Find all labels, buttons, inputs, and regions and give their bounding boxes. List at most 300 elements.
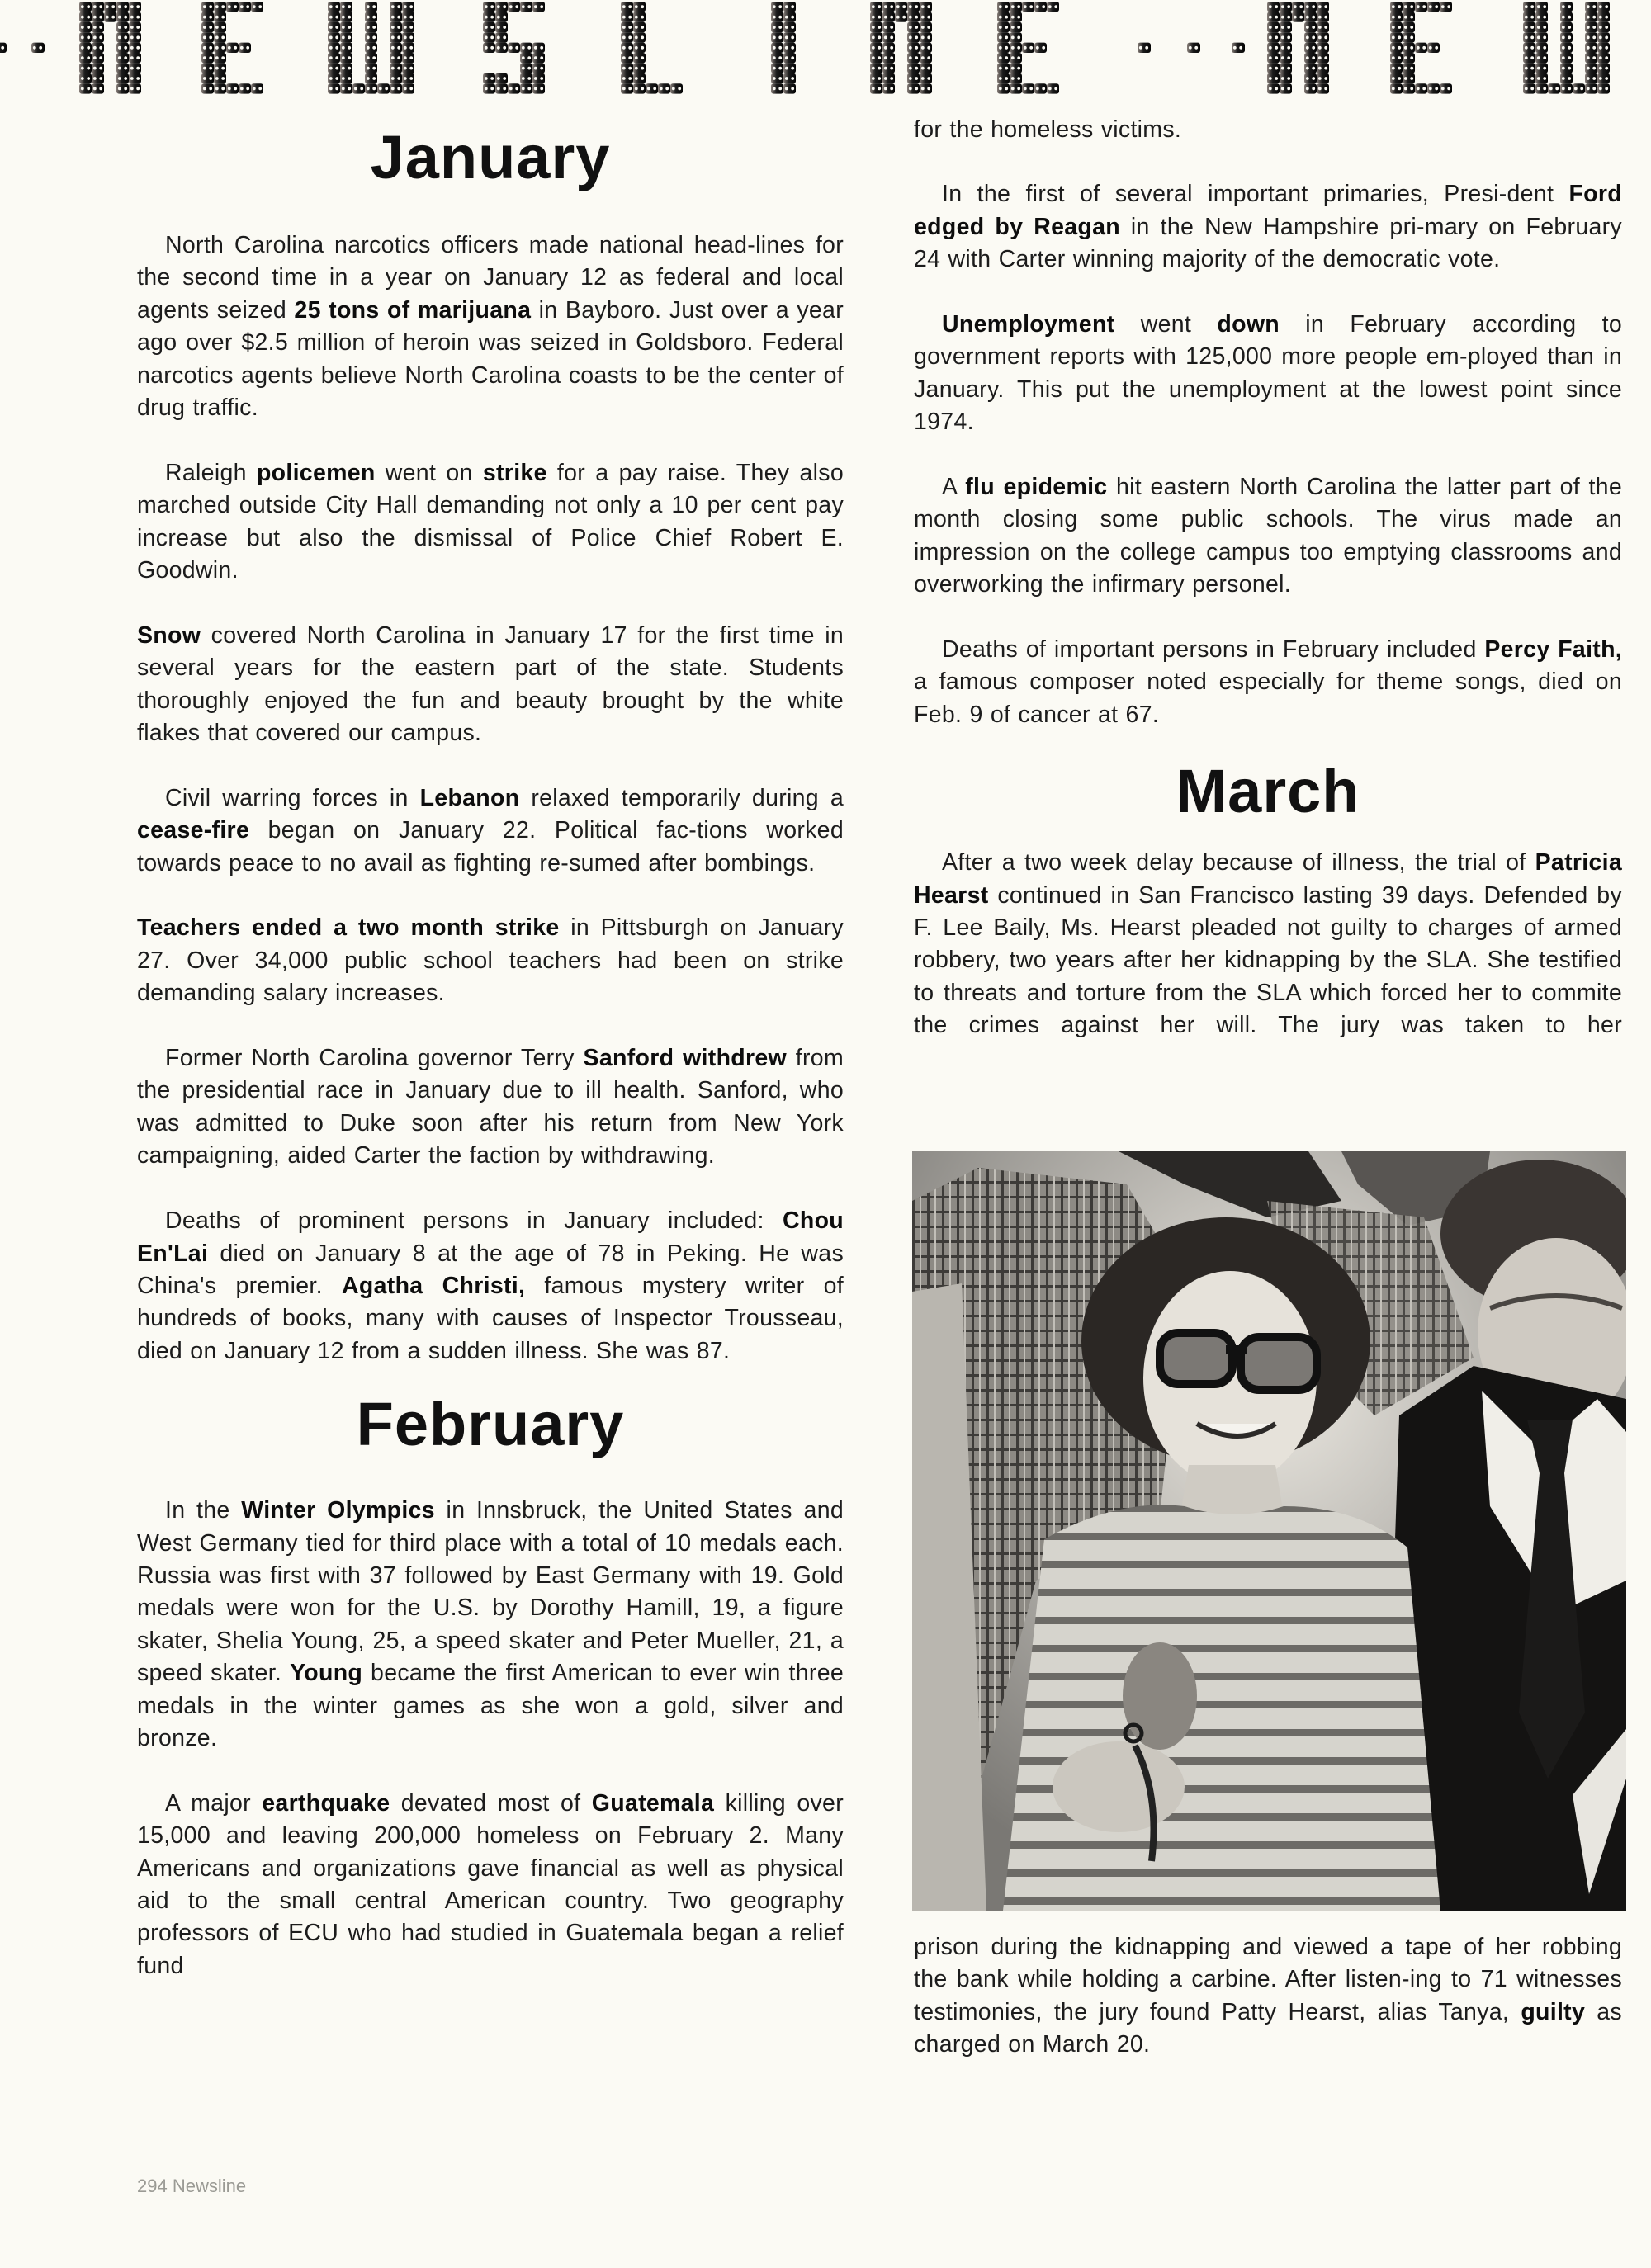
banner-dot-block	[402, 2, 414, 12]
banner-dot-block	[532, 83, 545, 93]
banner-dot-block	[1560, 83, 1573, 93]
text-run: In the first of several important primaries, Presi-dent	[942, 181, 1569, 208]
banner-dot-block	[771, 43, 783, 53]
banner-dot-block	[1535, 73, 1548, 83]
banner-dot-block	[882, 12, 895, 21]
banner-dot-block	[226, 2, 239, 12]
banner-dot-block	[340, 22, 352, 32]
banner-dot-block	[771, 53, 783, 63]
banner-dot-block	[1304, 53, 1317, 63]
banner-dot-block	[997, 53, 1010, 63]
banner-dot-block	[771, 63, 783, 73]
banner-dot-block	[390, 22, 402, 32]
banner-dot-block	[1585, 32, 1597, 42]
text-run: Civil warring forces in	[165, 784, 420, 811]
banner-dot-block	[495, 12, 508, 21]
banner-dot-block	[1415, 83, 1427, 93]
banner-dot-block	[1267, 53, 1280, 63]
banner-dot-block	[1267, 12, 1280, 21]
banner-dot-block	[1047, 83, 1059, 93]
banner-dot-block	[390, 53, 402, 63]
banner-dot-block	[783, 83, 796, 93]
banner-dot-block	[328, 32, 340, 42]
banner-dot-block	[340, 32, 352, 42]
banner-dot-block	[621, 53, 633, 63]
banner-dot-block	[495, 43, 508, 53]
banner-dot-block	[226, 43, 239, 53]
banner-dot-block	[1280, 83, 1292, 93]
banner-dot-block	[1317, 53, 1329, 63]
banner-dot-block	[920, 63, 932, 73]
banner-dot-block	[670, 83, 683, 93]
banner-dot-block	[328, 83, 340, 93]
bold-keyword: policemen	[256, 459, 376, 486]
banner-dot-block	[1597, 73, 1610, 83]
banner-dot-block	[365, 43, 377, 53]
banner-dot-block	[1440, 83, 1452, 93]
banner-dot-block	[1523, 22, 1535, 32]
banner-dot-block	[907, 32, 920, 42]
banner-dot-block	[1585, 2, 1597, 12]
banner-dot-block	[1390, 63, 1403, 73]
banner-dot-block	[365, 73, 377, 83]
banner-dot-block	[1292, 12, 1304, 21]
banner-dot-block	[1304, 43, 1317, 53]
banner-dot-block	[1403, 32, 1415, 42]
text-run: prison during the kidnapping and viewed a tape of her robbing the bank while holding a carbine. After listen-ing to 71 witnesses testimonies, the jury found Patty Hearst, alias Tanya,	[914, 1934, 1622, 2025]
masthead-banner	[0, 0, 1651, 103]
banner-dot-block	[621, 12, 633, 21]
banner-dot-block	[390, 32, 402, 42]
banner-dot-block	[1390, 22, 1403, 32]
banner-dot-block	[92, 32, 104, 42]
banner-dot-block	[390, 43, 402, 53]
banner-dot-block	[1427, 2, 1440, 12]
banner-dot-block	[771, 22, 783, 32]
text-run: in Pittsburgh on January 27. Over 34,000 public school teachers had been on strike demanding salary increases.	[137, 914, 844, 1007]
banner-dot-block	[1585, 73, 1597, 83]
banner-dot-block	[1187, 43, 1200, 53]
text-run: from the presidential race in January due to ill health. Sanford, who was admitted to Duke soon after his return from New York campaigning, aided Carter the faction by withdrawing.	[137, 1045, 844, 1169]
banner-dot-block	[1010, 53, 1022, 63]
banner-dot-block	[771, 32, 783, 42]
banner-dot-block	[365, 12, 377, 21]
banner-dot-block	[116, 63, 129, 73]
banner-dot-block	[116, 73, 129, 83]
banner-dot-block	[201, 73, 214, 83]
banner-dot-block	[1535, 83, 1548, 93]
banner-dot-block	[1010, 12, 1022, 21]
banner-dot-block	[920, 2, 932, 12]
banner-dot-block	[201, 63, 214, 73]
banner-dot-block	[783, 53, 796, 63]
banner-dot-block	[239, 43, 251, 53]
text-run: Raleigh	[165, 459, 257, 486]
banner-dot-block	[621, 2, 633, 12]
banner-dot-block	[1585, 63, 1597, 73]
banner-dot-block	[1317, 22, 1329, 32]
banner-dot-block	[495, 73, 508, 83]
banner-dot-block	[633, 43, 646, 53]
banner-dot-block	[1022, 43, 1034, 53]
banner-dot-block	[390, 12, 402, 21]
banner-dot-block	[1560, 32, 1573, 42]
banner-dot-block	[1597, 83, 1610, 93]
banner-dot-block	[251, 2, 263, 12]
banner-dot-block	[882, 53, 895, 63]
banner-dot-block	[870, 22, 882, 32]
banner-dot-block	[1022, 83, 1034, 93]
banner-dot-block	[214, 2, 226, 12]
banner-dot-block	[1523, 12, 1535, 21]
bold-keyword: strike	[482, 459, 547, 486]
banner-dot-block	[402, 22, 414, 32]
bold-keyword: Chou En'Lai	[137, 1207, 844, 1267]
banner-dot-block	[328, 73, 340, 83]
banner-dot-block	[783, 63, 796, 73]
banner-dot-block	[239, 2, 251, 12]
banner-dot-block	[1317, 73, 1329, 83]
banner-dot-block	[1280, 22, 1292, 32]
page-folio: 294 Newsline	[137, 2176, 247, 2196]
banner-dot-block	[882, 2, 895, 12]
banner-dot-block	[920, 83, 932, 93]
text-run: North Carolina narcotics officers made national head-lines for the second time in a year on January 12 as federal and local agents seized	[137, 232, 844, 324]
banner-dot-block	[201, 43, 214, 53]
banner-dot-block	[129, 12, 141, 21]
banner-dot-block	[771, 83, 783, 93]
bold-keyword: Winter Olympics	[241, 1497, 435, 1524]
banner-dot-block	[1523, 53, 1535, 63]
banner-dot-block	[328, 2, 340, 12]
banner-dot-block	[390, 73, 402, 83]
banner-dot-block	[365, 2, 377, 12]
article-paragraph	[137, 1205, 844, 1368]
banner-dot-block	[495, 83, 508, 93]
banner-dot-block	[214, 12, 226, 21]
banner-dot-block	[508, 83, 520, 93]
banner-dot-block	[1317, 12, 1329, 21]
banner-dot-block	[1415, 2, 1427, 12]
continued-text: for the homeless victims.	[914, 116, 1182, 143]
banner-dot-block	[92, 63, 104, 73]
text-run: in February according to government reports with 125,000 more people em-ployed than in January. This put the unemployment at the lowest point since 1974.	[914, 311, 1622, 436]
banner-dot-block	[92, 43, 104, 53]
banner-dot-block	[1573, 83, 1585, 93]
banner-dot-block	[1390, 43, 1403, 53]
bold-keyword: Teachers ended a two month strike	[137, 914, 560, 942]
bold-keyword: earthquake	[262, 1789, 390, 1817]
banner-dot-block	[1280, 63, 1292, 73]
banner-dot-block	[1292, 2, 1304, 12]
banner-dot-block	[920, 32, 932, 42]
banner-dot-block	[340, 83, 352, 93]
banner-dot-block	[328, 53, 340, 63]
banner-dot-block	[1267, 2, 1280, 12]
banner-dot-block	[1280, 32, 1292, 42]
text-run: died on January 8 at the age of 78 in Peking. He was China's premier.	[137, 1240, 844, 1299]
banner-dot-block	[997, 32, 1010, 42]
banner-dot-block	[1267, 83, 1280, 93]
banner-dot-block	[214, 43, 226, 53]
banner-dot-block	[116, 32, 129, 42]
text-run: became the first American to ever win three medals in the winter games as she won a gold, silver and bronze.	[137, 1660, 844, 1751]
banner-dot-block	[214, 53, 226, 63]
banner-dot-block	[997, 2, 1010, 12]
banner-dot-block	[633, 63, 646, 73]
banner-dot-block	[997, 12, 1010, 21]
banner-dot-block	[870, 53, 882, 63]
banner-dot-block	[1597, 22, 1610, 32]
bold-keyword: Ford edged by Reagan	[914, 181, 1622, 240]
banner-dot-block	[495, 32, 508, 42]
banner-dot-block	[1403, 12, 1415, 21]
banner-dot-block	[1560, 2, 1573, 12]
banner-dot-block	[328, 43, 340, 53]
banner-dot-block	[907, 73, 920, 83]
banner-dot-block	[116, 2, 129, 12]
text-run: went on	[375, 459, 483, 486]
banner-dot-block	[870, 2, 882, 12]
banner-dot-block	[340, 53, 352, 63]
banner-dot-block	[1034, 43, 1047, 53]
banner-dot-block	[1034, 83, 1047, 93]
banner-dot-block	[1597, 43, 1610, 53]
article-paragraph	[137, 620, 844, 750]
text-run: continued in San Francisco lasting 39 days. Defended by F. Lee Baily, Ms. Hearst pleaded not guilty to charges of armed robbery, two years after her kidnapping by the SLA. She testified to threats and torture from the SLA which forced her to commite the crimes against her will. The jury was taken to her	[914, 881, 1622, 1039]
banner-dot-block	[1535, 43, 1548, 53]
banner-dot-block	[520, 73, 532, 83]
banner-dot-block	[1010, 22, 1022, 32]
banner-dot-block	[907, 2, 920, 12]
bold-keyword: 25 tons of marijuana	[294, 296, 532, 324]
text-run: In the	[165, 1497, 242, 1524]
banner-dot-block	[1390, 12, 1403, 21]
banner-dot-block	[1267, 22, 1280, 32]
banner-dot-block	[1304, 63, 1317, 73]
banner-dot-block	[79, 83, 92, 93]
banner-dot-block	[328, 22, 340, 32]
banner-dot-block	[1390, 83, 1403, 93]
banner-dot-block	[402, 63, 414, 73]
banner-dot-block	[633, 83, 646, 93]
banner-dot-block	[532, 43, 545, 53]
article-paragraph	[137, 229, 844, 424]
banner-dot-block	[621, 32, 633, 42]
banner-dot-block	[340, 63, 352, 73]
heading-february: February	[356, 1390, 625, 1459]
banner-dot-block	[633, 22, 646, 32]
banner-dot-block	[340, 12, 352, 21]
banner-dot-block	[1390, 2, 1403, 12]
banner-dot-block	[1317, 32, 1329, 42]
banner-dot-block	[633, 32, 646, 42]
banner-dot-block	[771, 73, 783, 83]
banner-dot-block	[1317, 43, 1329, 53]
banner-dot-block	[365, 83, 377, 93]
banner-dot-block	[882, 83, 895, 93]
banner-dot-block	[340, 43, 352, 53]
banner-dot-block	[79, 32, 92, 42]
banner-dot-block	[532, 73, 545, 83]
banner-dot-block	[783, 12, 796, 21]
banner-dot-block	[251, 83, 263, 93]
banner-dot-block	[1585, 53, 1597, 63]
banner-dot-block	[129, 63, 141, 73]
text-run: devated most of	[390, 1789, 592, 1817]
banner-dot-block	[1280, 53, 1292, 63]
article-paragraph	[914, 1931, 1622, 2062]
banner-dot-block	[79, 63, 92, 73]
banner-dot-block	[201, 2, 214, 12]
banner-dot-block	[92, 12, 104, 21]
banner-dot-block	[214, 32, 226, 42]
banner-dot-block	[352, 83, 365, 93]
banner-dot-block	[129, 83, 141, 93]
banner-dot-block	[1535, 63, 1548, 73]
banner-dot-block	[201, 32, 214, 42]
banner-dot-block	[633, 53, 646, 63]
banner-dot-block	[402, 73, 414, 83]
photo-illustration	[912, 1151, 1626, 1911]
banner-dot-block	[1010, 73, 1022, 83]
banner-dot-block	[1267, 43, 1280, 53]
banner-dot-block	[239, 83, 251, 93]
banner-dot-block	[870, 12, 882, 21]
banner-dot-block	[920, 53, 932, 63]
banner-dot-block	[920, 22, 932, 32]
article-paragraph	[137, 457, 844, 588]
banner-dot-block	[920, 43, 932, 53]
text-run: After a two week delay because of illness, the trial of	[942, 849, 1535, 876]
banner-dot-block	[882, 32, 895, 42]
banner-dot-block	[129, 73, 141, 83]
banner-dot-block	[79, 12, 92, 21]
banner-dot-block	[129, 53, 141, 63]
banner-dot-block	[658, 83, 670, 93]
banner-dot-block	[483, 32, 495, 42]
banner-dot-block	[1280, 2, 1292, 12]
banner-dot-block	[495, 2, 508, 12]
banner-dot-block	[79, 43, 92, 53]
article-paragraph	[137, 1788, 844, 1982]
banner-dot-block	[483, 22, 495, 32]
bold-keyword: Young	[290, 1660, 363, 1687]
january-articles	[137, 229, 844, 1368]
banner-dot-block	[1427, 83, 1440, 93]
text-run: killing over 15,000 and leaving 200,000 homeless on February 2. Many Americans and organizations gave financial as well as physical aid to the small central American country. Two geography professors of ECU who had studied in Guatemala began a relief fund	[137, 1789, 844, 1979]
banner-dot-block	[1523, 2, 1535, 12]
banner-dot-block	[1390, 32, 1403, 42]
banner-dot-block	[79, 53, 92, 63]
banner-dot-block	[1317, 2, 1329, 12]
banner-dot-block	[1267, 32, 1280, 42]
heading-january: January	[370, 123, 611, 191]
bold-keyword: Patricia Hearst	[914, 849, 1622, 909]
banner-dot-block	[328, 12, 340, 21]
banner-dot-block	[214, 73, 226, 83]
banner-dot-block	[1280, 12, 1292, 21]
banner-dot-block	[520, 43, 532, 53]
banner-dot-block	[907, 53, 920, 63]
banner-dot-block	[340, 2, 352, 12]
banner-dot-block	[1034, 2, 1047, 12]
february-articles-right	[914, 178, 1622, 731]
banner-dot-block	[79, 22, 92, 32]
article-paragraph	[137, 1042, 844, 1173]
bold-keyword: flu epidemic	[965, 474, 1108, 501]
article-paragraph	[914, 634, 1622, 731]
banner-dot-block	[870, 63, 882, 73]
banner-dot-block	[1317, 83, 1329, 93]
banner-dot-block	[1010, 32, 1022, 42]
banner-dot-block	[226, 83, 239, 93]
banner-dot-block	[129, 43, 141, 53]
banner-dot-block	[214, 22, 226, 32]
bold-keyword: Guatemala	[591, 1789, 715, 1817]
banner-dot-block	[340, 73, 352, 83]
banner-dot-block	[1138, 43, 1151, 53]
banner-dot-block	[1535, 12, 1548, 21]
banner-dot-block	[783, 32, 796, 42]
banner-dot-block	[1403, 83, 1415, 93]
banner-dot-block	[1280, 43, 1292, 53]
text-run: Deaths of important persons in February included	[942, 636, 1485, 664]
banner-dot-block	[520, 63, 532, 73]
banner-dot-block	[201, 22, 214, 32]
banner-dot-block	[771, 12, 783, 21]
banner-dot-block	[92, 2, 104, 12]
banner-dot-block	[646, 83, 658, 93]
banner-dot-block	[328, 63, 340, 73]
text-run: for a pay raise. They also marched outside City Hall demanding not only a 10 per cent pay increase but also the dismissal of Police Chief Robert E. Goodwin.	[137, 459, 844, 584]
banner-dot-block	[508, 43, 520, 53]
banner-dot-block	[621, 43, 633, 53]
text-run: Former North Carolina governor Terry	[165, 1045, 584, 1072]
text-run: A	[942, 474, 966, 501]
banner-dot-block	[1304, 12, 1317, 21]
banner-dot-block	[621, 73, 633, 83]
text-run: relaxed temporarily during a	[519, 784, 844, 811]
banner-dot-block	[390, 2, 402, 12]
banner-dot-block	[116, 12, 129, 21]
banner-dot-block	[870, 83, 882, 93]
banner-dot-block	[1597, 12, 1610, 21]
banner-dot-block	[907, 43, 920, 53]
banner-dot-block	[79, 73, 92, 83]
banner-dot-block	[1535, 53, 1548, 63]
hearst-photo	[912, 1151, 1626, 1911]
banner-dot-block	[1010, 63, 1022, 73]
banner-dot-block	[532, 53, 545, 63]
banner-dot-block	[1585, 22, 1597, 32]
banner-dot-block	[365, 22, 377, 32]
banner-dot-block	[92, 53, 104, 63]
banner-dot-block	[621, 83, 633, 93]
banner-dot-block	[214, 63, 226, 73]
march-article-part1	[914, 847, 1622, 1042]
bold-keyword: cease-fire	[137, 817, 250, 844]
article-paragraph	[914, 309, 1622, 439]
banner-dot-block	[1560, 63, 1573, 73]
banner-dot-block	[1597, 63, 1610, 73]
banner-dot-block	[1010, 83, 1022, 93]
banner-dot-block	[1415, 43, 1427, 53]
bold-keyword: Snow	[137, 621, 201, 649]
text-run: went	[1114, 311, 1218, 338]
banner-dot-block	[771, 2, 783, 12]
banner-dot-block	[1403, 43, 1415, 53]
